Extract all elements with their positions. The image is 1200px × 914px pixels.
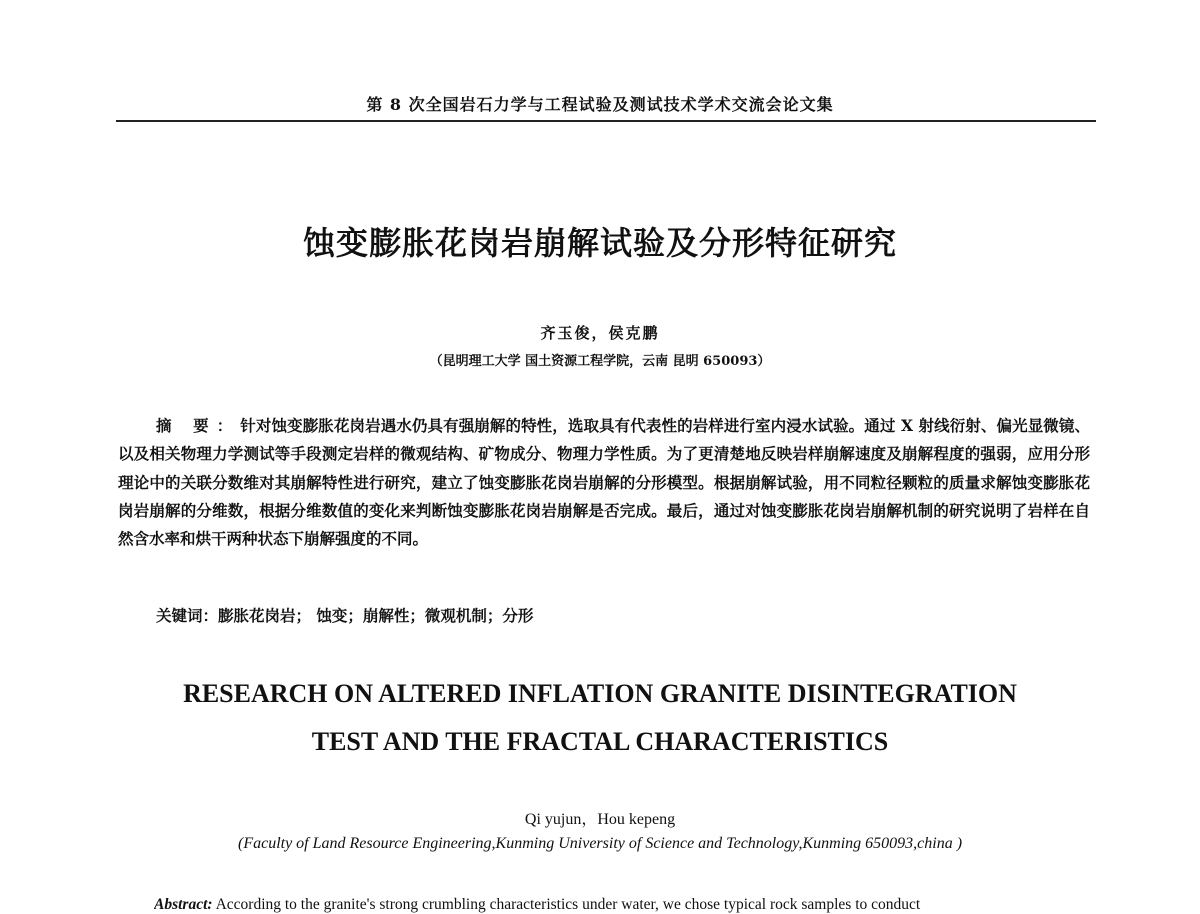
chinese-abstract-label: 摘 要：	[156, 416, 241, 435]
english-title	[0, 670, 1200, 766]
header-rule	[116, 120, 1096, 122]
english-abstract-text: According to the granite's strong crumbling characteristics under water, we chose typical rock samples to conduct	[212, 896, 921, 913]
chinese-keywords-text: 膨胀花岗岩； 蚀变；崩解性；微观机制；分形	[218, 606, 534, 625]
english-title-line-1: RESEARCH ON ALTERED INFLATION GRANITE DISINTEGRATION	[183, 679, 1017, 708]
chinese-title: 蚀变膨胀花岗岩崩解试验及分形特征研究	[302, 224, 897, 262]
english-abstract	[154, 896, 1090, 914]
english-affiliation: (Faculty of Land Resource Engineering,Kunming University of Science and Technology,Kunming 650093,china )	[237, 835, 963, 852]
running-header: 第 8 次全国岩石力学与工程试验及测试技术学术交流会论文集	[366, 95, 834, 114]
chinese-keywords-label: 关键词：	[156, 606, 219, 625]
chinese-abstract-text: 针对蚀变膨胀花岗岩遇水仍具有强崩解的特性，选取具有代表性的岩样进行室内浸水试验。通过 X 射线衍射、偏光显微镜、以及相关物理力学测试等手段测定岩样的微观结构、矿物成分、物理力学性质。为了更清楚地反映岩样崩解速度及崩解程度的强弱，应用分形理论中的关联分数维对其崩解特性进行研究，建立了蚀变膨胀花岗岩崩解的分形模型。根据崩解试验，用不同粒径颗粒的质量求解蚀变膨胀花岗岩崩解的分维数，根据分维数值的变化来判断蚀变膨胀花岗岩崩解是否完成。最后，通过对蚀变膨胀花岗岩崩解机制的研究说明了岩样在自然含水率和烘干两种状态下崩解强度的不同。	[118, 416, 1090, 549]
english-title-line-2: TEST AND THE FRACTAL CHARACTERISTICS	[311, 727, 889, 756]
chinese-authors: 齐玉俊，侯克鹏	[540, 324, 660, 342]
english-abstract-label: Abstract:	[154, 896, 213, 913]
english-authors: Qi yujun，Hou kepeng	[524, 811, 676, 828]
chinese-keywords	[156, 604, 1086, 626]
chinese-abstract	[118, 412, 1090, 553]
chinese-affiliation: （昆明理工大学 国土资源工程学院，云南 昆明 650093）	[429, 354, 771, 369]
